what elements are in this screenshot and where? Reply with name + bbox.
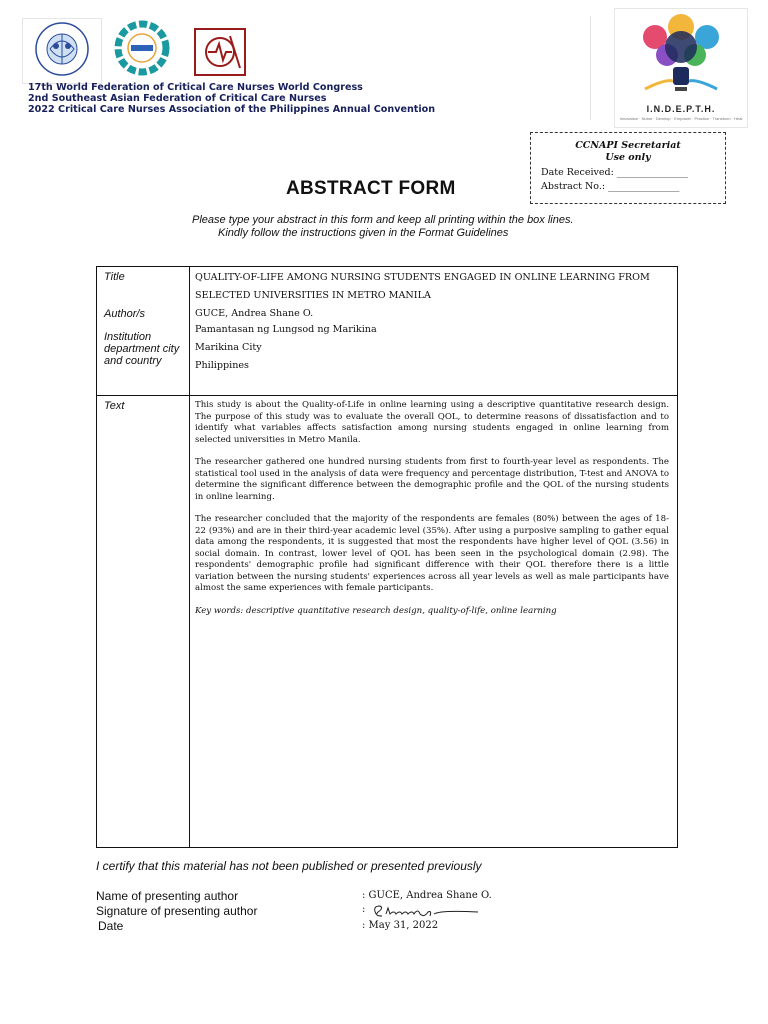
institution-value: Pamantasan ng Lungsod ng Marikina: [195, 324, 377, 335]
header-logo-bar: [18, 16, 591, 120]
abstract-text-body: [195, 400, 669, 628]
page-title: ABSTRACT FORM: [286, 178, 456, 199]
date-value: : May 31, 2022: [362, 920, 439, 931]
date-label: Date: [98, 919, 124, 933]
abstract-no-field: Abstract No.: _______________: [541, 181, 680, 192]
name-value: : GUCE, Andrea Shane O.: [362, 890, 492, 901]
abstract-paragraph-2: The researcher gathered one hundred nursing students from first to fourth-year level as respondents. The statistical tool used in the analysis of data were frequency and percentage distribution, T-test and ANOVA to determine the significant difference between the demographic profile and the QOL of the nursing students in online learning.: [195, 457, 669, 502]
abstract-paragraph-1: This study is about the Quality-of-Life in online learning using a descriptive quantitative research design. The purpose of this study was to evaluate the overall QOL, to determine reasons of dissatisfaction and to identify what variables affects satisfaction among nursing students engaged in online learning from selected universities in Metro Manila.: [195, 400, 669, 445]
label-authors: Author/s: [104, 308, 145, 320]
table-divider-vertical: [189, 267, 190, 847]
country-value: Philippines: [195, 360, 249, 371]
indepth-logo: [614, 8, 748, 128]
abstract-table: [96, 266, 678, 848]
label-institution: Institution department city and country: [104, 331, 180, 367]
lightbulb-icon: [615, 9, 747, 105]
seafccn-logo: [112, 18, 172, 78]
congress-line-3: 2022 Critical Care Nurses Association of the Philippines Annual Convention: [28, 104, 436, 115]
city-value: Marikina City: [195, 342, 262, 353]
abstract-title-value: QUALITY-OF-LIFE AMONG NURSING STUDENTS ENGAGED IN ONLINE LEARNING FROM SELECTED UNIVERSITIES IN METRO MANILA: [195, 272, 650, 301]
form-instructions: Please type your abstract in this form and keep all printing within the box lines. Kindly follow the instructions given in the Format Guidelines: [192, 214, 574, 239]
label-text: Text: [104, 400, 125, 412]
handwritten-signature: [370, 900, 480, 922]
table-divider-horizontal: [97, 395, 677, 396]
indepth-title: I.N.D.E.P.T.H.: [646, 104, 716, 114]
indepth-tagline: Innovation · Nurse · Develop · Empower · Practice · Transform · Heal: [619, 116, 743, 121]
date-received-field: Date Received: _______________: [541, 167, 689, 178]
secretariat-box: [530, 132, 726, 204]
abstract-keywords: Key words: descriptive quantitative research design, quality-of-life, online learning: [195, 605, 557, 616]
abstract-paragraph-3: The researcher concluded that the majority of the respondents are females (80%) between the ages of 18-22 (93%) and are in their third-year academic level (35%). After using a purposive sampling to gather equal data among the respondents, it is suggested that most the respondents have higher level of QOL (3.56) in social domain. In contrast, lower level of QOL has been seen in the psychological domain (2.98). The respondents' demographic profile had significant difference with their QOL therefore there is a little variation between the nursing students' experiences across all year levels as well as male participants have almost the same experiences with female participants.: [195, 514, 669, 593]
congress-line-1: 17th World Federation of Critical Care Nurses World Congress: [28, 82, 363, 93]
signature-colon: :: [362, 904, 366, 915]
congress-line-2: 2nd Southeast Asian Federation of Critical Care Nurses: [28, 93, 327, 104]
name-label: Name of presenting author: [96, 889, 239, 903]
cn-logo: [194, 28, 246, 76]
certification-statement: I certify that this material has not been published or presented previously: [96, 859, 482, 873]
author-value: GUCE, Andrea Shane O.: [195, 308, 314, 319]
wfccn-logo: [22, 18, 102, 84]
label-title: Title: [104, 271, 125, 283]
signature-label: Signature of presenting author: [96, 904, 258, 918]
congress-lines: [28, 82, 435, 115]
secretariat-heading: CCNAPI Secretariat Use only: [575, 140, 681, 163]
